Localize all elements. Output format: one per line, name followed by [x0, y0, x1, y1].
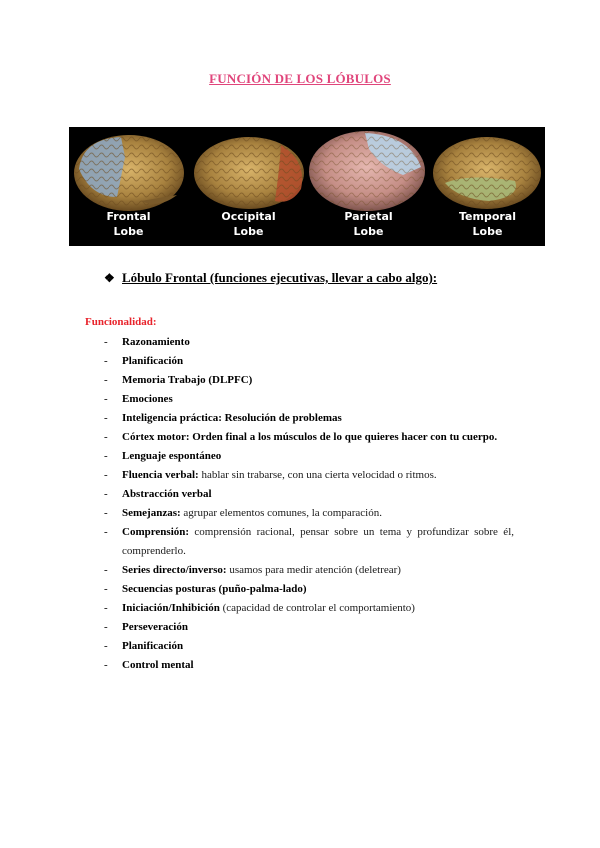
dash-bullet-icon: - [104, 488, 108, 500]
dash-bullet-icon: - [104, 374, 108, 386]
temporal-lobe-label: Temporal Lobe [458, 210, 516, 238]
item-description: hablar sin trabarse, con una cierta velocidad o ritmos. [198, 469, 437, 481]
list-item [104, 580, 514, 599]
section-heading [104, 270, 437, 286]
parietal-brain [309, 131, 425, 211]
list-item [104, 428, 514, 447]
temporal-brain [433, 137, 541, 209]
list-item [104, 485, 514, 504]
section-heading-text: Lóbulo Frontal (funciones ejecutivas, llevar a cabo algo): [122, 270, 438, 285]
dash-bullet-icon: - [104, 431, 108, 443]
occipital-lobe-label: Occipital Lobe [221, 210, 276, 238]
dash-bullet-icon: - [104, 469, 108, 481]
function-list [104, 333, 514, 675]
dash-bullet-icon: - [104, 450, 108, 462]
item-term: Abstracción verbal [122, 488, 212, 500]
brain-lobes-image [69, 127, 545, 246]
item-term: Lenguaje espontáneo [122, 450, 222, 462]
dash-bullet-icon: - [104, 336, 108, 348]
dash-bullet-icon: - [104, 412, 108, 424]
list-item [104, 352, 514, 371]
list-item [104, 561, 514, 580]
item-term: Emociones [122, 393, 173, 405]
dash-bullet-icon: - [104, 583, 108, 595]
item-description: usamos para medir atención (deletrear) [226, 564, 401, 576]
list-item [104, 504, 514, 523]
item-term: Iniciación/Inhibición [122, 602, 220, 614]
dash-bullet-icon: - [104, 526, 108, 538]
list-item [104, 409, 514, 428]
list-item [104, 599, 514, 618]
list-item [104, 618, 514, 637]
list-item [104, 447, 514, 466]
item-description: comprensión racional, pensar sobre un tema y profundizar sobre él, comprenderlo. [122, 526, 514, 557]
funcionalidad-label: Funcionalidad: [85, 316, 157, 328]
list-item [104, 656, 514, 675]
item-term: Series directo/inverso: [122, 564, 227, 576]
list-item [104, 637, 514, 656]
page-title: FUNCIÓN DE LOS LÓBULOS [209, 71, 391, 86]
dash-bullet-icon: - [104, 564, 108, 576]
frontal-lobe-label: Frontal Lobe [106, 210, 151, 238]
list-item [104, 523, 514, 561]
item-term: Perseveración [122, 621, 188, 633]
item-term: Inteligencia práctica: Resolución de problemas [122, 412, 342, 424]
item-description: (capacidad de controlar el comportamiento) [219, 602, 415, 614]
item-term: Secuencias posturas (puño-palma-lado) [122, 583, 307, 595]
item-term: Comprensión: [122, 526, 190, 538]
dash-bullet-icon: - [104, 393, 108, 405]
item-term: Razonamiento [122, 336, 190, 348]
dash-bullet-icon: - [104, 507, 108, 519]
item-term: Control mental [122, 659, 194, 671]
item-term: Planificación [122, 355, 184, 367]
diamond-bullet-icon: ❖ [104, 271, 115, 285]
dash-bullet-icon: - [104, 355, 108, 367]
dash-bullet-icon: - [104, 659, 108, 671]
list-item [104, 390, 514, 409]
item-term: Semejanzas: [122, 507, 181, 519]
dash-bullet-icon: - [104, 640, 108, 652]
parietal-lobe-label: Parietal Lobe [344, 210, 393, 238]
item-term: Planificación [122, 640, 184, 652]
dash-bullet-icon: - [104, 621, 108, 633]
occipital-brain [194, 137, 304, 209]
list-item [104, 466, 514, 485]
list-item [104, 371, 514, 390]
dash-bullet-icon: - [104, 602, 108, 614]
item-description: agrupar elementos comunes, la comparación. [180, 507, 382, 519]
item-term: Memoria Trabajo (DLPFC) [122, 374, 253, 386]
list-item [104, 333, 514, 352]
item-term: Fluencia verbal: [122, 469, 199, 481]
frontal-brain [74, 135, 184, 211]
item-term: Córtex motor: Orden final a los músculos de lo que quieres hacer con tu cuerpo. [122, 431, 498, 443]
